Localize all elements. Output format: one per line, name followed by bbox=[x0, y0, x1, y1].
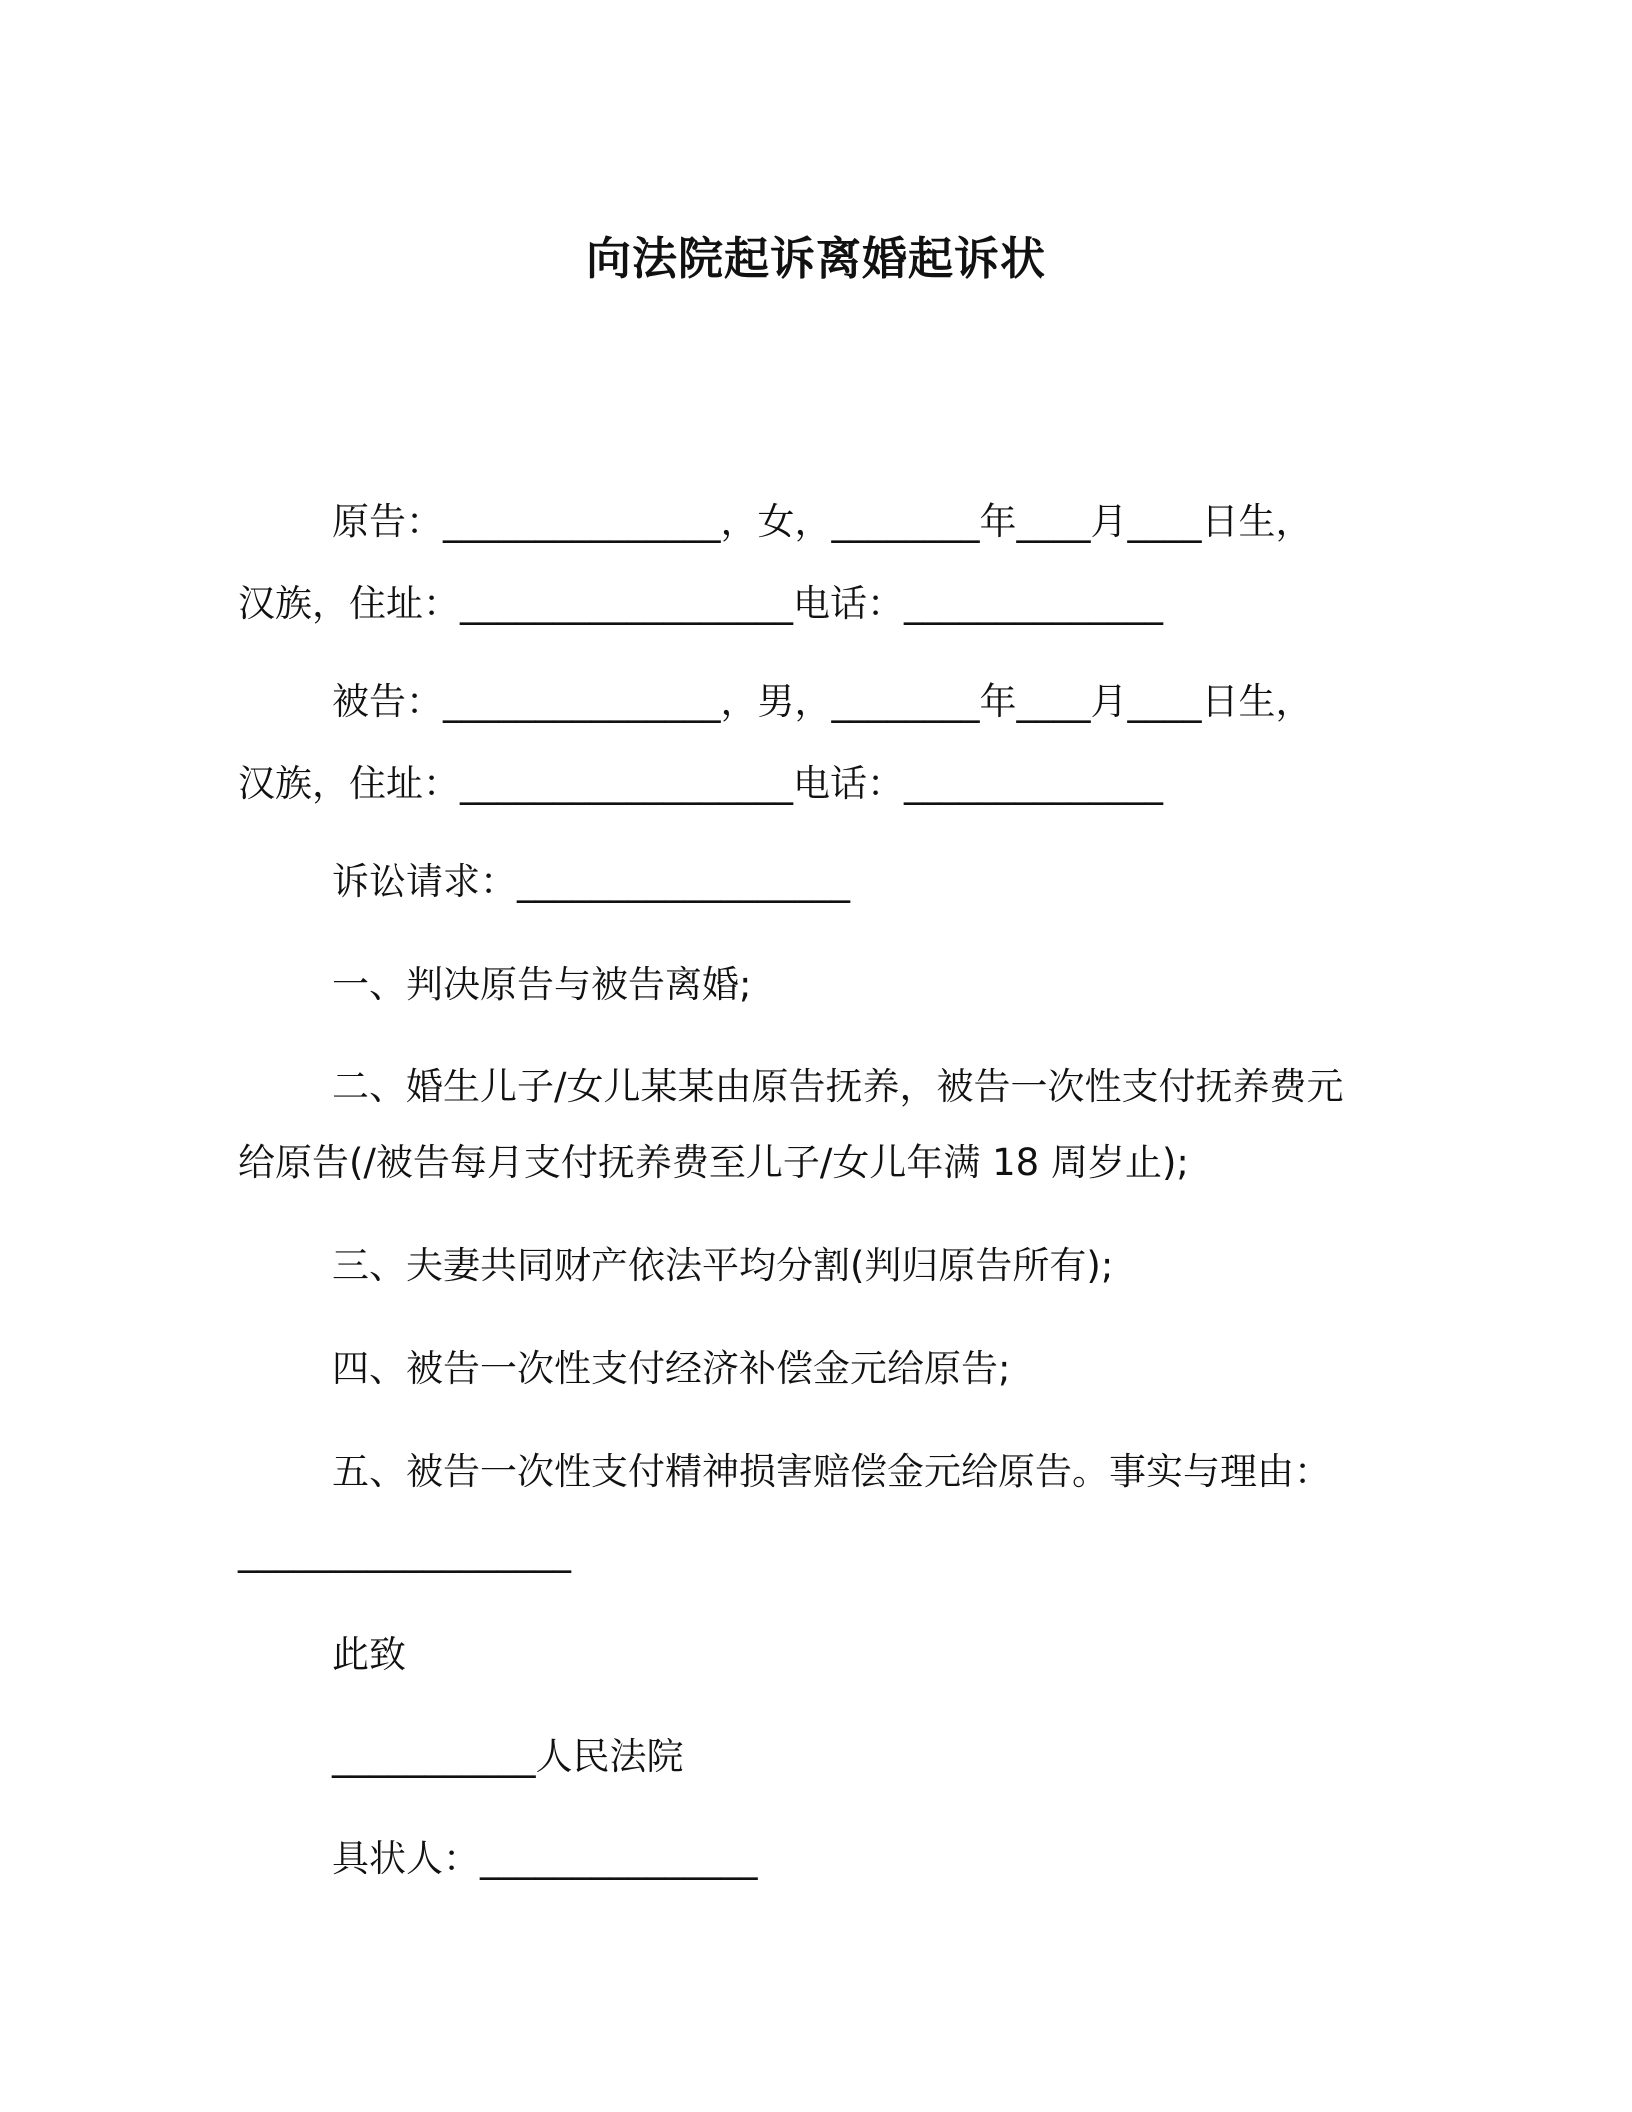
facts-reasons-blank: __________________ bbox=[238, 1530, 571, 1573]
defendant-address-line: 汉族，住址：__________________电话：______________ bbox=[238, 762, 1163, 805]
salutation: 此致 bbox=[332, 1633, 406, 1676]
plaintiff-address-line: 汉族，住址：__________________电话：______________ bbox=[238, 582, 1163, 625]
signatory-line: 具状人：_______________ bbox=[332, 1837, 758, 1880]
document-title: 向法院起诉离婚起诉状 bbox=[585, 232, 1046, 285]
claims-heading: 诉讼请求：__________________ bbox=[332, 860, 850, 903]
claim-item-4: 四、被告一次性支付经济补偿金元给原告; bbox=[332, 1347, 1011, 1390]
claim-item-5: 五、被告一次性支付精神损害赔偿金元给原告。事实与理由： bbox=[332, 1450, 1331, 1493]
claim-item-1: 一、判决原告与被告离婚; bbox=[332, 963, 752, 1006]
plaintiff-line: 原告：_______________，女，________年____月____日生， bbox=[332, 500, 1313, 543]
defendant-line: 被告：_______________，男，________年____月____日生， bbox=[332, 680, 1313, 723]
claim-item-2: 二、婚生儿子/女儿某某由原告抚养，被告一次性支付抚养费元 bbox=[332, 1065, 1344, 1108]
claim-item-3: 三、夫妻共同财产依法平均分割(判归原告所有); bbox=[332, 1244, 1114, 1287]
claim-item-2-continued: 给原告(/被告每月支付抚养费至儿子/女儿年满 18 周岁止); bbox=[238, 1141, 1189, 1184]
court-name-line: ___________人民法院 bbox=[332, 1735, 684, 1778]
